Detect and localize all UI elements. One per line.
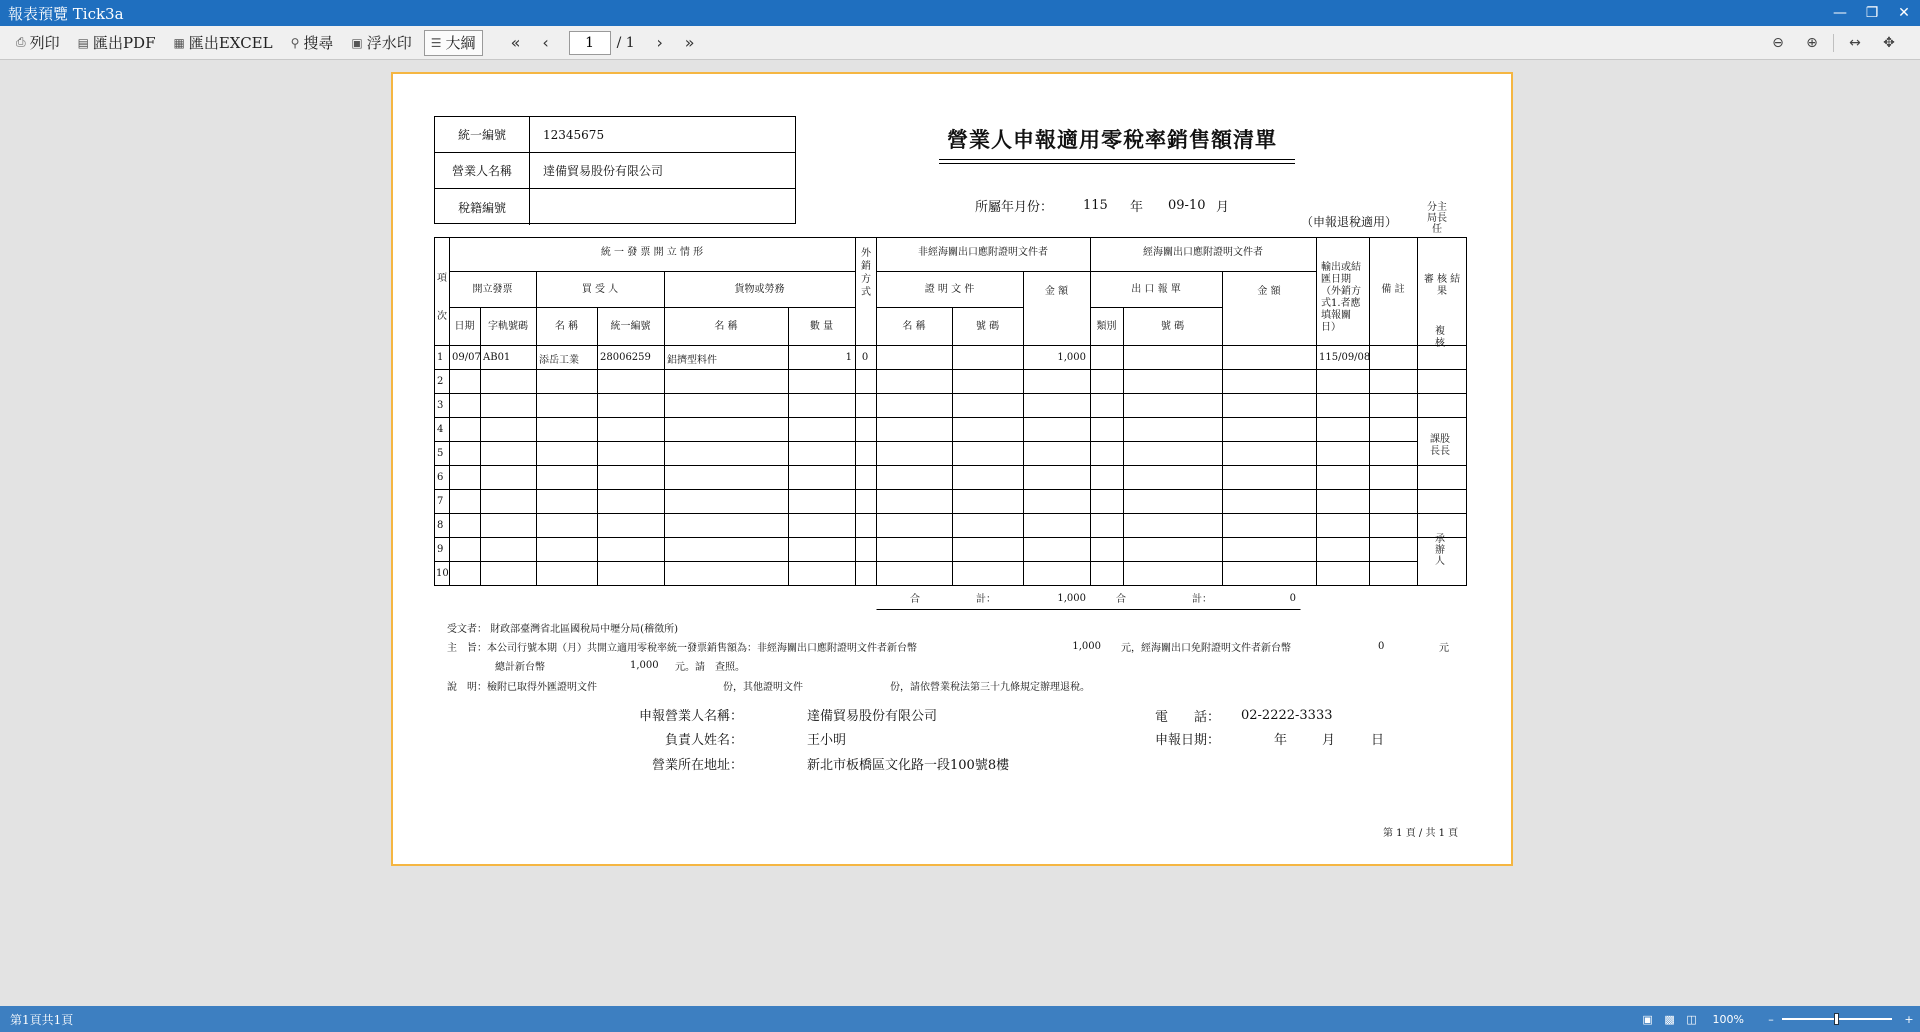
page-number-input[interactable] bbox=[569, 31, 611, 55]
row-no: 1 bbox=[437, 352, 444, 363]
header-non-customs: 非經海關出口應附證明文件者 bbox=[918, 247, 1048, 258]
period-month-unit: 月 bbox=[1216, 200, 1230, 215]
header-buyer-name: 名 稱 bbox=[554, 321, 579, 332]
actual-size-icon[interactable]: ▩ bbox=[1664, 1012, 1675, 1026]
export-pdf-button[interactable] bbox=[72, 30, 162, 56]
header-item: 項次 bbox=[437, 273, 447, 322]
sig-date-day: 日 bbox=[1371, 733, 1385, 748]
header-via-customs: 經海關出口應附證明文件者 bbox=[1143, 247, 1263, 258]
row-ban: 28006259 bbox=[600, 352, 651, 363]
subject-amount2: 0 bbox=[1378, 641, 1385, 652]
row-no: 10 bbox=[436, 568, 449, 579]
report-page bbox=[391, 72, 1513, 866]
side-section-chief: 課股長長 bbox=[1430, 434, 1450, 457]
first-page-icon[interactable]: « bbox=[510, 33, 521, 52]
row-no: 4 bbox=[437, 424, 444, 435]
header-buyer: 買 受 人 bbox=[581, 284, 619, 295]
row-no: 7 bbox=[437, 496, 444, 507]
sig-address: 新北市板橋區文化路一段100號8樓 bbox=[807, 758, 1010, 773]
period-year-unit: 年 bbox=[1130, 200, 1144, 215]
header-remark: 備 註 bbox=[1381, 284, 1405, 295]
sig-phone: 02-2222-3333 bbox=[1241, 708, 1333, 723]
zoom-plus-icon[interactable]: + bbox=[1904, 1012, 1914, 1026]
row-no: 6 bbox=[437, 472, 444, 483]
info-label: 稅籍編號 bbox=[435, 189, 530, 225]
header-amount1: 金 額 bbox=[1044, 286, 1069, 297]
header-amount2: 金 額 bbox=[1257, 286, 1281, 297]
print-button[interactable] bbox=[10, 30, 66, 56]
title-underline bbox=[939, 163, 1295, 164]
excel-file-icon: ▦ bbox=[173, 35, 185, 50]
header-track-no: 字軌號碼 bbox=[488, 321, 528, 332]
row-no: 2 bbox=[437, 376, 444, 387]
header-decl-type: 類別 bbox=[1096, 321, 1117, 332]
export-pdf-label: 匯出PDF bbox=[92, 34, 156, 52]
page-footer: 第 1 頁 / 共 1 頁 bbox=[1383, 828, 1459, 839]
row-method: 0 bbox=[861, 352, 869, 363]
fit-page-icon[interactable]: ✥ bbox=[1883, 35, 1895, 51]
period-months: 09-10 bbox=[1168, 198, 1206, 213]
search-label: 搜尋 bbox=[303, 34, 334, 52]
sig-address-label: 營業所在地址： bbox=[651, 758, 743, 773]
toolbar bbox=[0, 26, 1920, 60]
fit-window-icon[interactable]: ▣ bbox=[1642, 1012, 1653, 1026]
row-amount1: 1,000 bbox=[1057, 352, 1086, 363]
report-title: 營業人申報適用零稅率銷售額清單 bbox=[947, 127, 1277, 152]
print-label: 列印 bbox=[29, 34, 60, 52]
period-year: 115 bbox=[1083, 198, 1108, 213]
row-track: AB01 bbox=[483, 352, 511, 363]
sig-date-year: 年 bbox=[1274, 733, 1288, 748]
header-qty: 數 量 bbox=[809, 321, 834, 332]
search-button[interactable] bbox=[285, 30, 340, 56]
image-icon: ▣ bbox=[351, 35, 363, 50]
subject-line2b: 元。請 查照。 bbox=[675, 662, 745, 673]
zoom-percent: 100% bbox=[1712, 1012, 1744, 1026]
export-excel-label: 匯出EXCEL bbox=[188, 34, 273, 52]
row-qty: 1 bbox=[845, 352, 852, 363]
info-label: 統一編號 bbox=[435, 117, 530, 152]
header-export-method: 外銷方式 bbox=[861, 248, 871, 298]
search-icon: ⚲ bbox=[290, 35, 300, 50]
zoom-slider[interactable] bbox=[1782, 1009, 1892, 1029]
last-page-icon[interactable]: » bbox=[684, 33, 695, 52]
header-invoice-group: 統 一 發 票 開 立 情 形 bbox=[600, 247, 704, 258]
header-issue-invoice: 開立發票 bbox=[472, 284, 513, 295]
header-export-date: 輸出或結匯日期（外銷方式1.者應填報關日） bbox=[1321, 262, 1361, 333]
header-goods-name: 名 稱 bbox=[714, 321, 738, 332]
header-date: 日期 bbox=[454, 321, 475, 332]
subject-unit: 元 bbox=[1439, 643, 1449, 654]
sig-company-label: 申報營業人名稱： bbox=[638, 709, 743, 724]
subject-amount1: 1,000 bbox=[1072, 641, 1101, 652]
title-bar bbox=[0, 0, 1920, 26]
outline-button[interactable] bbox=[424, 30, 483, 56]
list-icon: ☰ bbox=[430, 35, 442, 50]
sig-owner: 王小明 bbox=[807, 733, 847, 748]
header-doc-no: 號 碼 bbox=[975, 321, 1000, 332]
header-review: 審 核 結 果 bbox=[1423, 274, 1461, 297]
row-no: 9 bbox=[437, 544, 444, 555]
watermark-label: 浮水印 bbox=[366, 34, 412, 52]
page-total: / 1 bbox=[616, 34, 635, 51]
window-title: 報表預覽 Tick3a bbox=[8, 4, 124, 23]
status-bar bbox=[0, 1006, 1920, 1032]
sig-company: 達備貿易股份有限公司 bbox=[807, 709, 938, 724]
header-export-decl: 出 口 報 單 bbox=[1131, 284, 1181, 295]
side-top-label: 分主局長任 bbox=[1427, 202, 1447, 235]
zoom-slider-thumb[interactable] bbox=[1834, 1013, 1839, 1025]
info-row-name bbox=[435, 153, 795, 189]
row-date: 09/07 bbox=[452, 352, 481, 363]
pdf-file-icon: ▤ bbox=[77, 35, 89, 50]
next-page-icon[interactable]: › bbox=[656, 33, 663, 52]
close-icon[interactable]: ✕ bbox=[1898, 5, 1910, 21]
subject-line1b: 元，經海關出口免附證明文件者新台幣 bbox=[1121, 643, 1291, 654]
export-excel-button[interactable] bbox=[168, 30, 279, 56]
total-label1b: 計： bbox=[976, 594, 996, 605]
info-row-ban bbox=[435, 117, 795, 153]
row-export-date: 115/09/08 bbox=[1319, 352, 1371, 363]
desc-part-b: 份，其他證明文件 bbox=[723, 682, 803, 693]
status-page-info: 第1頁共1頁 bbox=[10, 1012, 74, 1027]
toolbar-divider bbox=[1833, 34, 1834, 52]
watermark-button[interactable] bbox=[345, 30, 417, 56]
desc-part-c: 份，請依營業稅法第三十九條規定辦理退稅。 bbox=[890, 682, 1090, 693]
sig-date-month: 月 bbox=[1322, 733, 1336, 748]
total-label1: 合 bbox=[910, 594, 920, 605]
row-buyer: 添岳工業 bbox=[539, 355, 579, 366]
minimize-icon[interactable]: — bbox=[1833, 5, 1847, 21]
zoom-in-icon[interactable]: ⊕ bbox=[1806, 35, 1818, 51]
view-tools bbox=[1761, 30, 1906, 56]
row-no: 3 bbox=[437, 400, 444, 411]
subject-line2: 總計新台幣 bbox=[495, 662, 545, 673]
recipient-line: 受文者： 財政部臺灣省北區國稅局中壢分局(稽徵所) bbox=[447, 624, 678, 635]
header-goods: 貨物或勞務 bbox=[734, 284, 785, 295]
side-handler: 承辦人 bbox=[1435, 534, 1445, 567]
sig-phone-label: 電 話： bbox=[1155, 710, 1221, 725]
desc-part-a: 說 明：檢附已取得外匯證明文件 bbox=[447, 682, 597, 693]
info-label: 營業人名稱 bbox=[435, 153, 530, 188]
subject-total: 1,000 bbox=[630, 660, 659, 671]
total-amount1: 1,000 bbox=[1057, 593, 1086, 604]
subject-line1: 主 旨：本公司行號本期（月）共開立適用零稅率統一發票銷售額為：非經海關出口應附證明文件者新台幣 bbox=[447, 643, 917, 654]
zoom-out-icon[interactable]: ⊖ bbox=[1772, 35, 1784, 51]
outline-label: 大綱 bbox=[445, 34, 476, 52]
restore-icon[interactable]: ❐ bbox=[1865, 5, 1879, 21]
info-value: 12345675 bbox=[543, 127, 605, 142]
title-underline bbox=[939, 159, 1295, 160]
two-page-icon[interactable]: ◫ bbox=[1686, 1012, 1697, 1026]
header-buyer-ban: 統一編號 bbox=[610, 321, 651, 332]
info-row-tax-id bbox=[435, 189, 795, 225]
side-recheck: 複核 bbox=[1435, 326, 1445, 349]
company-info-table bbox=[434, 116, 796, 224]
total-label2b: 計： bbox=[1192, 594, 1212, 605]
prev-page-icon[interactable]: ‹ bbox=[542, 33, 549, 52]
sig-owner-label: 負責人姓名： bbox=[664, 733, 743, 748]
row-no: 5 bbox=[437, 448, 444, 459]
zoom-minus-icon[interactable]: – bbox=[1768, 1012, 1774, 1026]
total-label2: 合 bbox=[1116, 594, 1126, 605]
row-goods: 鋁擠型料件 bbox=[667, 355, 717, 366]
total-amount2: 0 bbox=[1289, 593, 1296, 604]
fit-width-icon[interactable]: ↔ bbox=[1849, 35, 1861, 51]
header-proof-doc: 證 明 文 件 bbox=[924, 284, 975, 295]
period-label: 所屬年月份： bbox=[975, 200, 1054, 215]
row-no: 8 bbox=[437, 520, 444, 531]
sig-date-label: 申報日期： bbox=[1155, 733, 1221, 748]
header-decl-no: 號 碼 bbox=[1160, 321, 1185, 332]
header-doc-name: 名 稱 bbox=[902, 321, 926, 332]
printer-icon: ⎙ bbox=[16, 35, 26, 49]
refund-note: （申報退稅適用） bbox=[1301, 215, 1398, 229]
info-value: 達備貿易股份有限公司 bbox=[543, 164, 664, 178]
